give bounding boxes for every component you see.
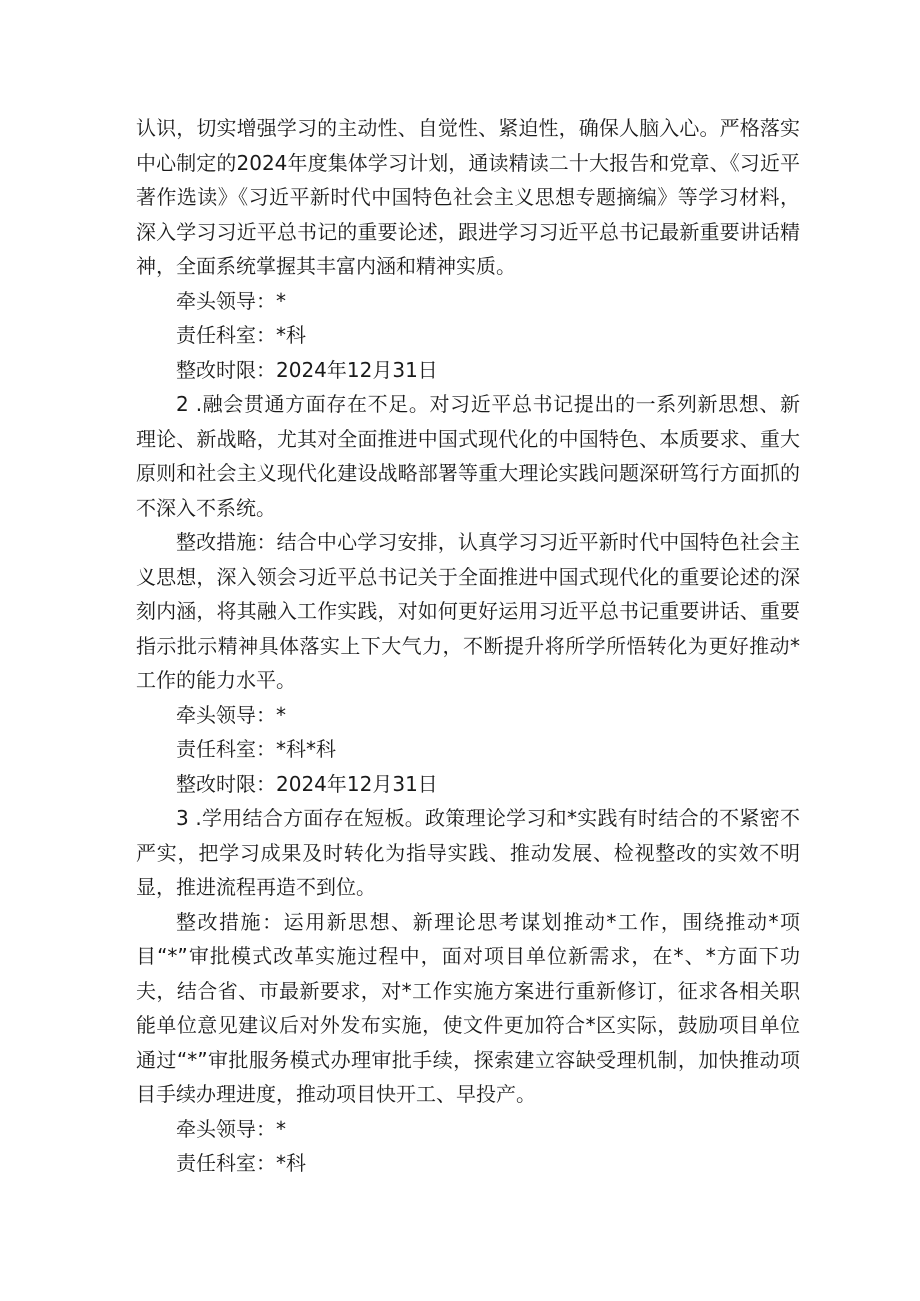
responsible-office-3: 责任科室：*科 [176,1151,306,1175]
measures-2: 整改措施：结合中心学习安排，认真学习习近平新时代中国特色社会主义思想，深入领会习近平总书记关于全面推进中国式现代化的重要论述的深刻内涵，将其融入工作实践，对如何更好运用习近平总书记重要讲话、重要指示批示精神具体落实上下大气力，不断提升将所学所悟转化为更好推动*工作的能力水平。 [136,530,800,692]
deadline-2: 整改时限：2024年12月31日 [176,771,438,796]
lead-leader-3: 牵头领导：* [176,1116,286,1141]
issue-3: 3 .学用结合方面存在短板。政策理论学习和*实践有时结合的不紧密不严实，把学习成果及时转化为指导实践、推动发展、检视整改的实效不明显，推进流程再造不到位。 [136,806,800,899]
lead-leader-1: 牵头领导：* [176,288,286,313]
lead-leader-2: 牵头领导：* [176,702,286,727]
responsible-office-2: 责任科室：*科*科 [176,737,336,761]
paragraph-study-plan: 认识，切实增强学习的主动性、自觉性、紧迫性，确保人脑入心。严格落实中心制定的2024年度集体学习计划，通读精读二十大报告和党章、《习近平著作选读》《习近平新时代中国特色社会主义思想专题摘编》等学习材料，深入学习习近平总书记的重要论述，跟进学习习近平总书记最新重要讲话精神，全面系统掌握其丰富内涵和精神实质。 [136,116,800,278]
responsible-office-1: 责任科室：*科 [176,323,306,347]
document-body [136,111,800,1181]
measures-3: 整改措施：运用新思想、新理论思考谋划推动*工作，围绕推动*项目“*”审批模式改革实施过程中，面对项目单位新需求，在*、*方面下功夫，结合省、市最新要求，对*工作实施方案进行重新修订，征求各相关职能单位意见建议后对外发布实施，使文件更加符合*区实际，鼓励项目单位通过“*”审批服务模式办理审批手续，探索建立容缺受理机制，加快推动项目手续办理进度，推动项目快开工、早投产。 [136,909,800,1106]
deadline-1: 整改时限：2024年12月31日 [176,357,438,382]
issue-2: 2 .融会贯通方面存在不足。对习近平总书记提出的一系列新思想、新理论、新战略，尤其对全面推进中国式现代化的中国特色、本质要求、重大原则和社会主义现代化建设战略部署等重大理论实践问题深研笃行方面抓的不深入不系统。 [136,392,800,520]
